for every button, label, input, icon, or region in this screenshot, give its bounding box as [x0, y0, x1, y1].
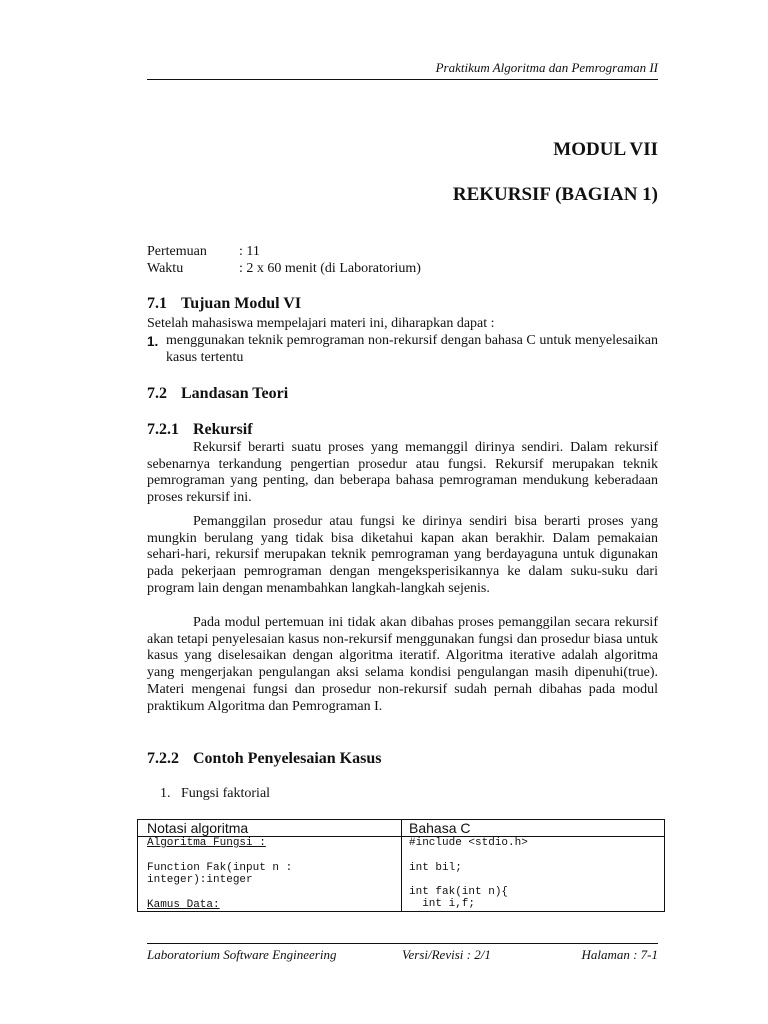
paragraph: Pada modul pertemuan ini tidak akan dibahas proses pemanggilan secara rekursif akan tetapi penyelesaian kasus non-rekursif menggunakan fungsi dan prosedur biasa untuk kasus yang diselesaikan dengan algoritma iteratif. Algoritma iterative adalah algoritma yang mengerjakan pengulangan aksi selama kondisi pengulangan masih dipenuhi(true). Materi mengenai fungsi dan prosedur non-rekursif sudah pernah dibahas pada modul praktikum Algoritma dan Pemrograman I. [147, 615, 658, 714]
code-line: integer):integer [147, 874, 253, 886]
meta-value: : 2 x 60 menit (di Laboratorium) [239, 261, 421, 276]
section-title: Contoh Penyelesaian Kasus [193, 750, 382, 767]
code-line: int bil; [409, 862, 462, 874]
section-heading-7-2-1 [147, 421, 253, 439]
code-line: #include <stdio.h> [409, 837, 528, 849]
module-subtitle: REKURSIF (BAGIAN 1) [452, 184, 658, 205]
section-number: 7.2 [147, 385, 167, 402]
footer-rule [147, 943, 658, 944]
meta-value: : 11 [239, 244, 260, 259]
running-header: Praktikum Algoritma dan Pemrograman II [435, 60, 658, 75]
header-rule [147, 79, 658, 80]
meta-row-pertemuan [147, 244, 260, 260]
table-header-bahasa-c: Bahasa C [409, 820, 471, 836]
section-number: 7.2.2 [147, 750, 179, 767]
list-item: 1. Fungsi faktorial [160, 786, 271, 801]
section-title: Tujuan Modul VI [181, 295, 302, 312]
footer-lab: Laboratorium Software Engineering [147, 947, 337, 962]
meta-label: Pertemuan [147, 244, 207, 259]
section-heading-7-1 [147, 295, 301, 313]
paragraph: Rekursif berarti suatu proses yang memanggil dirinya sendiri. Dalam rekursif sebenarnya terkandung pengertian prosedur atau fungsi. Rekursif merupakan teknik pemrograman yang penting, dan beberapa bahasa pemrograman mendukung keberadaan proses rekursif ini. [147, 440, 658, 506]
table-header-notasi: Notasi algoritma [147, 820, 249, 836]
section-title: Rekursif [193, 421, 253, 438]
list-item: menggunakan teknik pemrograman non-rekursif dengan bahasa C untuk menyelesaikan kasus tertentu [166, 333, 658, 365]
section-number: 7.2.1 [147, 421, 179, 438]
code-line: Kamus Data: [147, 899, 220, 911]
table-divider [401, 820, 402, 911]
code-comparison-table [137, 819, 665, 912]
footer-version: Versi/Revisi : 2/1 [402, 947, 491, 962]
section-intro: Setelah mahasiswa mempelajari materi ini, diharapkan dapat : [147, 316, 495, 331]
section-heading-7-2-2 [147, 750, 381, 768]
code-line: Function Fak(input n : [147, 862, 293, 874]
section-number: 7.1 [147, 295, 167, 312]
footer-page: Halaman : 7-1 [581, 947, 658, 962]
paragraph: Pemanggilan prosedur atau fungsi ke dirinya sendiri bisa berarti proses yang mungkin berulang yang tidak bisa diketahui kapan akan berakhir. Dalam pemakaian sehari-hari, rekursif merupakan teknik pemrograman yang berdayaguna untuk digunakan pada pekerjaan pemrograman dengan mengeksperisikannya ke dalam suku-suku dari program lain dengan menambahkan langkah-langkah sejenis. [147, 514, 658, 596]
section-heading-7-2 [147, 385, 288, 403]
code-line: Algoritma Fungsi : [147, 837, 266, 849]
meta-row-waktu [147, 261, 421, 277]
module-title: MODUL VII [553, 139, 658, 160]
section-title: Landasan Teori [181, 385, 289, 402]
code-line: int fak(int n){ [409, 886, 509, 898]
list-number: 1. [147, 334, 159, 349]
meta-label: Waktu [147, 261, 184, 276]
code-line: int i,f; [409, 898, 476, 910]
